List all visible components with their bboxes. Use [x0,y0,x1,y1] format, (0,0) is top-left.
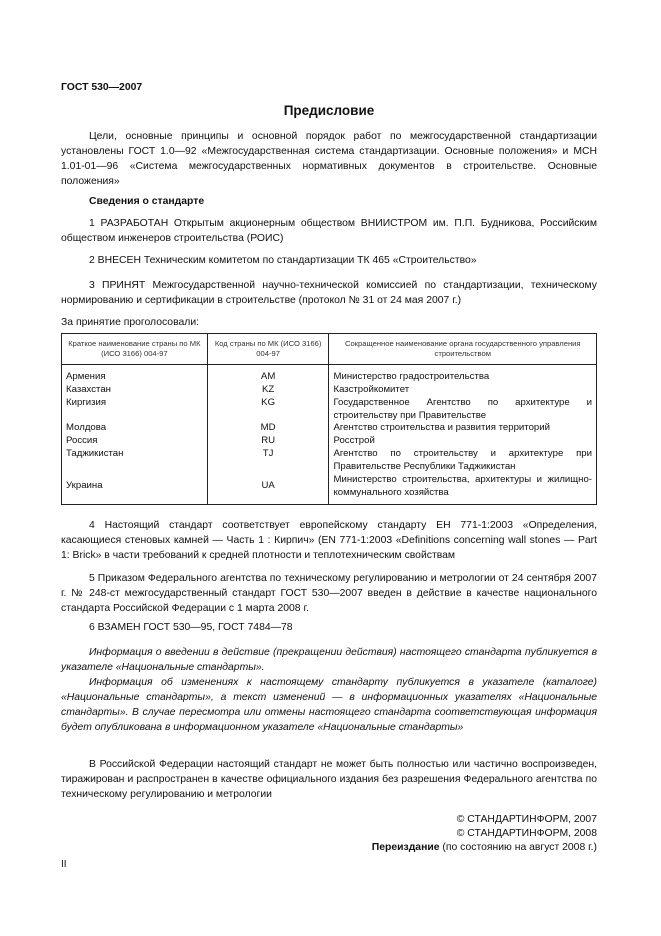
table-cell-country: Киргизия [62,397,208,423]
section-heading: Сведения о стандарте [89,196,205,207]
voting-table [61,333,597,505]
item-6-paragraph: 6 ВЗАМЕН ГОСТ 530—95, ГОСТ 7484—78 [89,622,293,633]
table-cell-country: Молдова [62,422,208,435]
table-row [62,364,597,383]
copyright-line-2007: © СТАНДАРТИНФОРМ, 2007 [456,814,597,825]
table-cell-country: Таджикистан [62,448,208,474]
table-cell-code: KZ [207,384,329,397]
item-4-paragraph: 4 Настоящий стандарт соответствует европейскому стандарту ЕН 771-1:2003 «Определения, касающиеся стеновых камней — Часть 1 : Кирпич» (EN 771-1:2003 «Definitions concerning wall stones — Part 1: Brick» в части требований к средней плотности и теплотехническим свойствам [61,520,597,562]
table-cell-code: AM [207,364,329,383]
table-cell-code: TJ [207,448,329,474]
item-3-paragraph: 3 ПРИНЯТ Межгосударственной научно-технической комиссией по стандартизации, техническому нормированию и сертификации в строительстве (протокол № 31 от 24 мая 2007 г.) [61,280,597,307]
table-row [62,474,597,504]
item-1-paragraph: 1 РАЗРАБОТАН Открытым акционерным обществом ВНИИСТРОМ им. П.П. Будникова, Российским обществом инженеров строительства (РОИС) [61,218,597,245]
table-cell-code: UA [207,474,329,504]
table-row [62,397,597,423]
table-cell-org: Агентство по строительству и архитектуре при Правительстве Республики Таджикистан [329,448,597,474]
reissue-line [61,840,597,855]
reissue-note: (по состоянию на август 2008 г.) [442,842,597,853]
table-cell-code: RU [207,435,329,448]
item-2-paragraph: 2 ВНЕСЕН Техническим комитетом по стандартизации ТК 465 «Строительство» [89,255,477,266]
table-cell-code: KG [207,397,329,423]
intro-paragraph: Цели, основные принципы и основной порядок работ по межгосударственной стандартизации установлены ГОСТ 1.0—92 «Межгосударственная система стандартизации. Основные положения» и МСН 1.01-01—96 «Система межгосударственных нормативных документов в строительстве. Основные положения» [61,131,597,188]
reissue-label: Переиздание [371,842,440,853]
table-cell-org: Министерство градостроительства [329,364,597,383]
table-header-row [62,334,597,365]
table-cell-org: Государственное Агентство по архитектуре и строительству при Правительстве [329,397,597,423]
table-cell-org: Агентство строительства и развития территорий [329,422,597,435]
table-row [62,435,597,448]
table-cell-code: MD [207,422,329,435]
document-code: ГОСТ 530—2007 [61,82,143,93]
table-cell-country: Украина [62,474,208,504]
table-cell-country: Россия [62,435,208,448]
table-cell-country: Армения [62,364,208,383]
copyright-line-2008: © СТАНДАРТИНФОРМ, 2008 [456,828,597,839]
copyright-notice: В Российской Федерации настоящий стандарт не может быть полностью или частично воспроизведен, тиражирован и распространен в качестве официального издания без разрешения Федерального агентства по техническому регулированию и метрологии [61,759,597,801]
table-cell-org: Росстрой [329,435,597,448]
table-header-country: Краткое наименование страны по МК (ИСО 3166) 004-97 [62,334,208,365]
table-row [62,384,597,397]
table-row [62,422,597,435]
info-paragraph-2: Информация об изменениях к настоящему стандарту публикуется в указателе (каталоге) «Национальные стандарты», а текст изменений — в информационных указателях «Национальные стандарты». В случае пересмотра или отмены настоящего стандарта соответствующая информация будет опубликована в информационном указателе «Национальные стандарты» [61,677,597,734]
page-number: II [61,859,67,870]
table-header-org: Сокращенное наименование органа государственного управления строительством [329,334,597,365]
table-header-code: Код страны по МК (ИСО 3166) 004-97 [207,334,329,365]
page-title: Предисловие [283,103,375,118]
item-5-paragraph: 5 Приказом Федерального агентства по техническому регулированию и метрологии от 24 сентября 2007 г. № 248-ст межгосударственный стандарт ГОСТ 530—2007 введен в действие в качестве национального стандарта Российской Федерации с 1 марта 2008 г. [61,573,597,615]
table-cell-country: Казахстан [62,384,208,397]
info-paragraph-1: Информация о введении в действие (прекращении действия) настоящего стандарта публикуется в указателе «Национальные стандарты». [61,647,597,674]
table-cell-org: Министерство строительства, архитектуры и жилищно-коммунального хозяйства [329,474,597,504]
table-cell-org: Казстройкомитет [329,384,597,397]
vote-label: За принятие проголосовали: [61,317,200,328]
table-row [62,448,597,474]
